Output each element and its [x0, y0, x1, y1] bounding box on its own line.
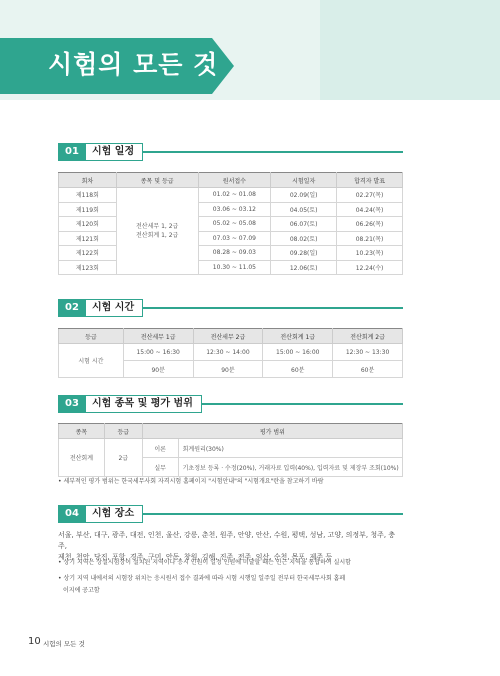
table-cell: 04.05(토): [271, 202, 337, 217]
table-cell: 12.06(토): [271, 260, 337, 275]
table-header: 등급: [104, 424, 142, 439]
venue-note: • 상기 지역은 상설시험장이 설치된 지역이나 응시 인원이 일정 인원에 미달할 때는 인근 지역을 통합하여 실시함: [58, 559, 351, 566]
subject-line: 전산세무 1, 2급: [135, 223, 179, 230]
table-header: 종목: [59, 424, 105, 439]
grade-cell: 2급: [104, 439, 142, 477]
table-cell: 08.28 ~ 09.03: [198, 246, 271, 261]
type-cell: 실무: [142, 458, 178, 477]
table-header: 전산세무 2급: [193, 329, 263, 344]
table-header-row: [59, 329, 403, 344]
section-title: 시험 장소: [86, 505, 143, 523]
table-cell: 제123회: [59, 260, 117, 275]
scope-note: • 세부적인 평가 범위는 한국세무사회 자격시험 홈페이지 "시험안내"의 "시험개요"란을 참고하기 바람: [58, 478, 324, 485]
venue-cities-line: 제천, 천안, 당진, 포항, 경주, 구미, 안동, 창원, 김해, 진주, 전주, 익산, 순천, 목포, 제주 등: [58, 553, 333, 561]
table-header: 전산회계 2급: [333, 329, 403, 344]
venue-note: • 상기 지역 내에서의 시험장 위치는 응시원서 접수 결과에 따라 시험 시행일 일주일 전부터 한국세무사회 홈페: [58, 575, 346, 582]
table-cell: 60분: [263, 361, 333, 378]
table-row: [59, 231, 403, 246]
table-cell: 08.02(토): [271, 231, 337, 246]
page-number: 10: [28, 636, 41, 647]
table-cell: 09.28(일): [271, 246, 337, 261]
table-cell: 90분: [123, 361, 193, 378]
venue-note-continued: 이지에 공고함: [63, 587, 100, 594]
row-label: 시험 시간: [59, 344, 124, 378]
table-cell: 10.30 ~ 11.05: [198, 260, 271, 275]
table-cell: 60분: [333, 361, 403, 378]
table-cell: 02.09(일): [271, 188, 337, 203]
table-cell: 12.24(수): [337, 260, 403, 275]
type-cell: 이론: [142, 439, 178, 458]
table-cell: 03.06 ~ 03.12: [198, 202, 271, 217]
table-cell: 07.03 ~ 07.09: [198, 231, 271, 246]
table-cell: 제122회: [59, 246, 117, 261]
scope-table: [58, 423, 403, 477]
table-cell: 05.02 ~ 05.08: [198, 217, 271, 232]
desc-cell: 기초정보 등록 · 수정(20%), 거래자료 입력(40%), 입력자료 및 제장부 조회(10%): [178, 458, 402, 477]
table-cell: 06.07(토): [271, 217, 337, 232]
title-banner: [0, 0, 500, 100]
table-row: [59, 202, 403, 217]
table-header: 평가 범위: [142, 424, 402, 439]
table-header: 회차: [59, 173, 117, 188]
table-row: [59, 344, 403, 361]
table-cell: 15:00 ~ 16:30: [123, 344, 193, 361]
table-cell: 12:30 ~ 13:30: [333, 344, 403, 361]
table-header: 전산회계 1급: [263, 329, 333, 344]
table-cell: 90분: [193, 361, 263, 378]
subject-cell: 전산회계: [59, 439, 105, 477]
section-header-venue: [58, 505, 403, 523]
subject-line: 전산회계 1, 2급: [135, 232, 179, 239]
table-cell: 제118회: [59, 188, 117, 203]
section-title: 시험 일정: [86, 143, 143, 161]
section-number: 02: [58, 299, 86, 317]
table-cell: 제119회: [59, 202, 117, 217]
table-header: 합격자 발표: [337, 173, 403, 188]
table-header-row: [59, 424, 403, 439]
table-row: [59, 260, 403, 275]
table-header: 시험일자: [271, 173, 337, 188]
table-cell: 04.24(목): [337, 202, 403, 217]
section-title: 시험 시간: [86, 299, 143, 317]
table-cell: 제121회: [59, 231, 117, 246]
desc-cell: 회계원리(30%): [178, 439, 402, 458]
table-header: 종목 및 등급: [116, 173, 198, 188]
table-cell: 12:30 ~ 14:00: [193, 344, 263, 361]
page-title: 시험의 모든 것: [48, 50, 219, 79]
section-header-scope: [58, 395, 403, 413]
table-cell: 08.21(목): [337, 231, 403, 246]
schedule-table: [58, 172, 403, 275]
table-cell: 02.27(목): [337, 188, 403, 203]
table-row: [59, 246, 403, 261]
table-header: 등급: [59, 329, 124, 344]
section-number: 01: [58, 143, 86, 161]
table-row: [59, 439, 403, 458]
times-table: [58, 328, 403, 378]
table-header: 전산세무 1급: [123, 329, 193, 344]
venue-cities-line: 서울, 부산, 대구, 광주, 대전, 인천, 울산, 강릉, 춘천, 원주, 안양, 안산, 수원, 평택, 성남, 고양, 의정부, 청주, 충주,: [58, 531, 396, 550]
table-cell: 06.26(목): [337, 217, 403, 232]
table-cell: 01.02 ~ 01.08: [198, 188, 271, 203]
table-header-row: [59, 173, 403, 188]
table-cell: 15:00 ~ 16:00: [263, 344, 333, 361]
table-cell: 제120회: [59, 217, 117, 232]
table-header: 원서접수: [198, 173, 271, 188]
section-number: 03: [58, 395, 86, 413]
footer-title: 시험의 모든 것: [43, 640, 85, 648]
table-cell: 10.23(목): [337, 246, 403, 261]
subject-cell: [116, 188, 198, 275]
table-row: [59, 217, 403, 232]
section-header-schedule: [58, 143, 403, 161]
section-title: 시험 종목 및 평가 범위: [86, 395, 202, 413]
section-header-times: [58, 299, 403, 317]
table-row: [59, 188, 403, 203]
section-number: 04: [58, 505, 86, 523]
